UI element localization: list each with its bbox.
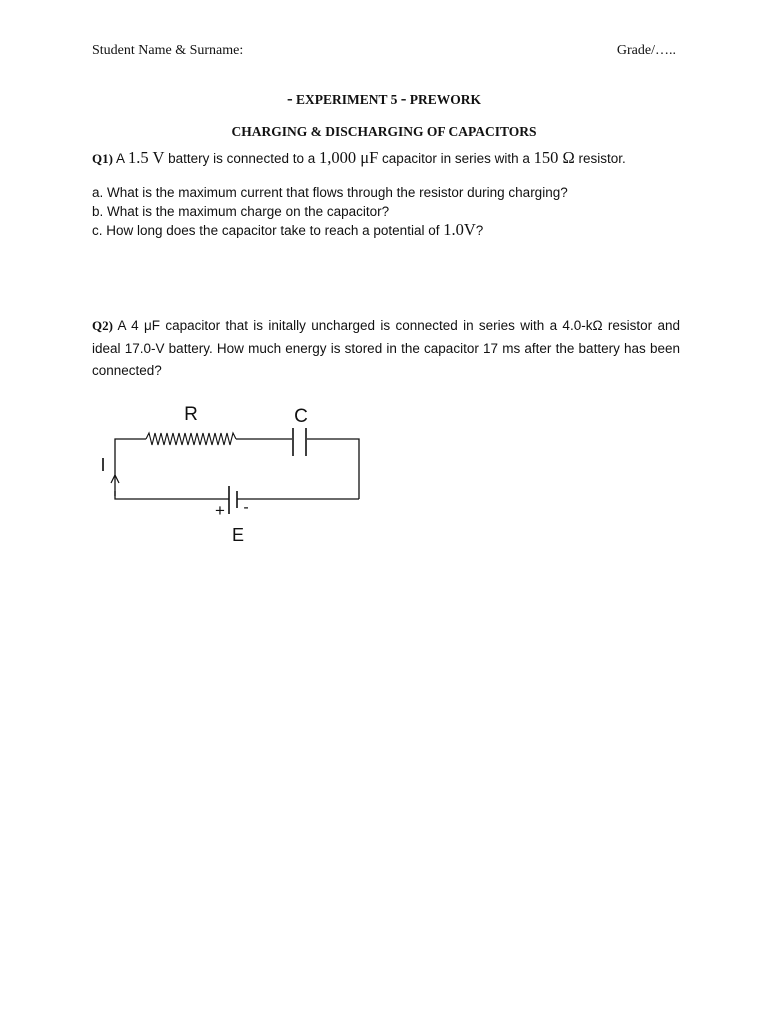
page-title [0, 89, 768, 109]
question-2-label: Q2) [92, 318, 113, 333]
grade-label: Grade/….. [616, 43, 676, 58]
q1-text-1: A [115, 151, 125, 166]
battery-minus-label: - [243, 499, 249, 516]
q1-part-c [92, 221, 692, 241]
capacitor-label: C [294, 406, 308, 427]
question-1 [92, 148, 692, 168]
title-dash-left: - [286, 89, 293, 108]
student-name-label: Student Name & Surname: [92, 43, 244, 58]
q1-text-4: resistor. [578, 151, 626, 166]
q1-text-3: capacitor in series with a [382, 151, 530, 166]
q1-capacitance: 1,000 μF [319, 148, 379, 167]
question-2-text: A 4 μF capacitor that is initally uncharged is connected in series with a 4.0-kΩ resistor and ideal 17.0-V battery. How much energy is stored in the capacitor 17 ms after the battery has been connected? [92, 318, 680, 378]
resistor-symbol [146, 433, 236, 445]
question-1-parts [92, 184, 692, 241]
rc-circuit-diagram [88, 398, 378, 548]
title-suffix: PREWORK [409, 92, 482, 107]
q1-part-a: a. What is the maximum current that flows through the resistor during charging? [92, 185, 568, 200]
circuit-wire-bottom-left [115, 491, 229, 499]
q1-part-c-value: 1.0V [443, 220, 476, 239]
q1-voltage: 1.5 V [128, 148, 165, 167]
circuit-wire-top-left [115, 439, 146, 496]
title-dash-right: - [400, 89, 407, 108]
q1-part-c-suffix: ? [475, 223, 484, 238]
circuit-wire-top-right [307, 439, 359, 499]
q1-resistance: 150 Ω [533, 148, 575, 167]
question-1-label: Q1) [92, 151, 113, 166]
page-subtitle: CHARGING & DISCHARGING OF CAPACITORS [231, 124, 537, 139]
current-label: I [100, 455, 106, 475]
title-text: EXPERIMENT 5 [295, 92, 398, 107]
question-2 [92, 315, 680, 383]
q1-text-2: battery is connected to a [168, 151, 316, 166]
q1-part-b: b. What is the maximum charge on the capacitor? [92, 203, 390, 219]
emf-label: E [231, 525, 245, 545]
battery-plus-label: + [215, 501, 225, 520]
q1-part-c-prefix: c. How long does the capacitor take to reach a potential of [92, 223, 440, 238]
resistor-label: R [184, 404, 198, 425]
